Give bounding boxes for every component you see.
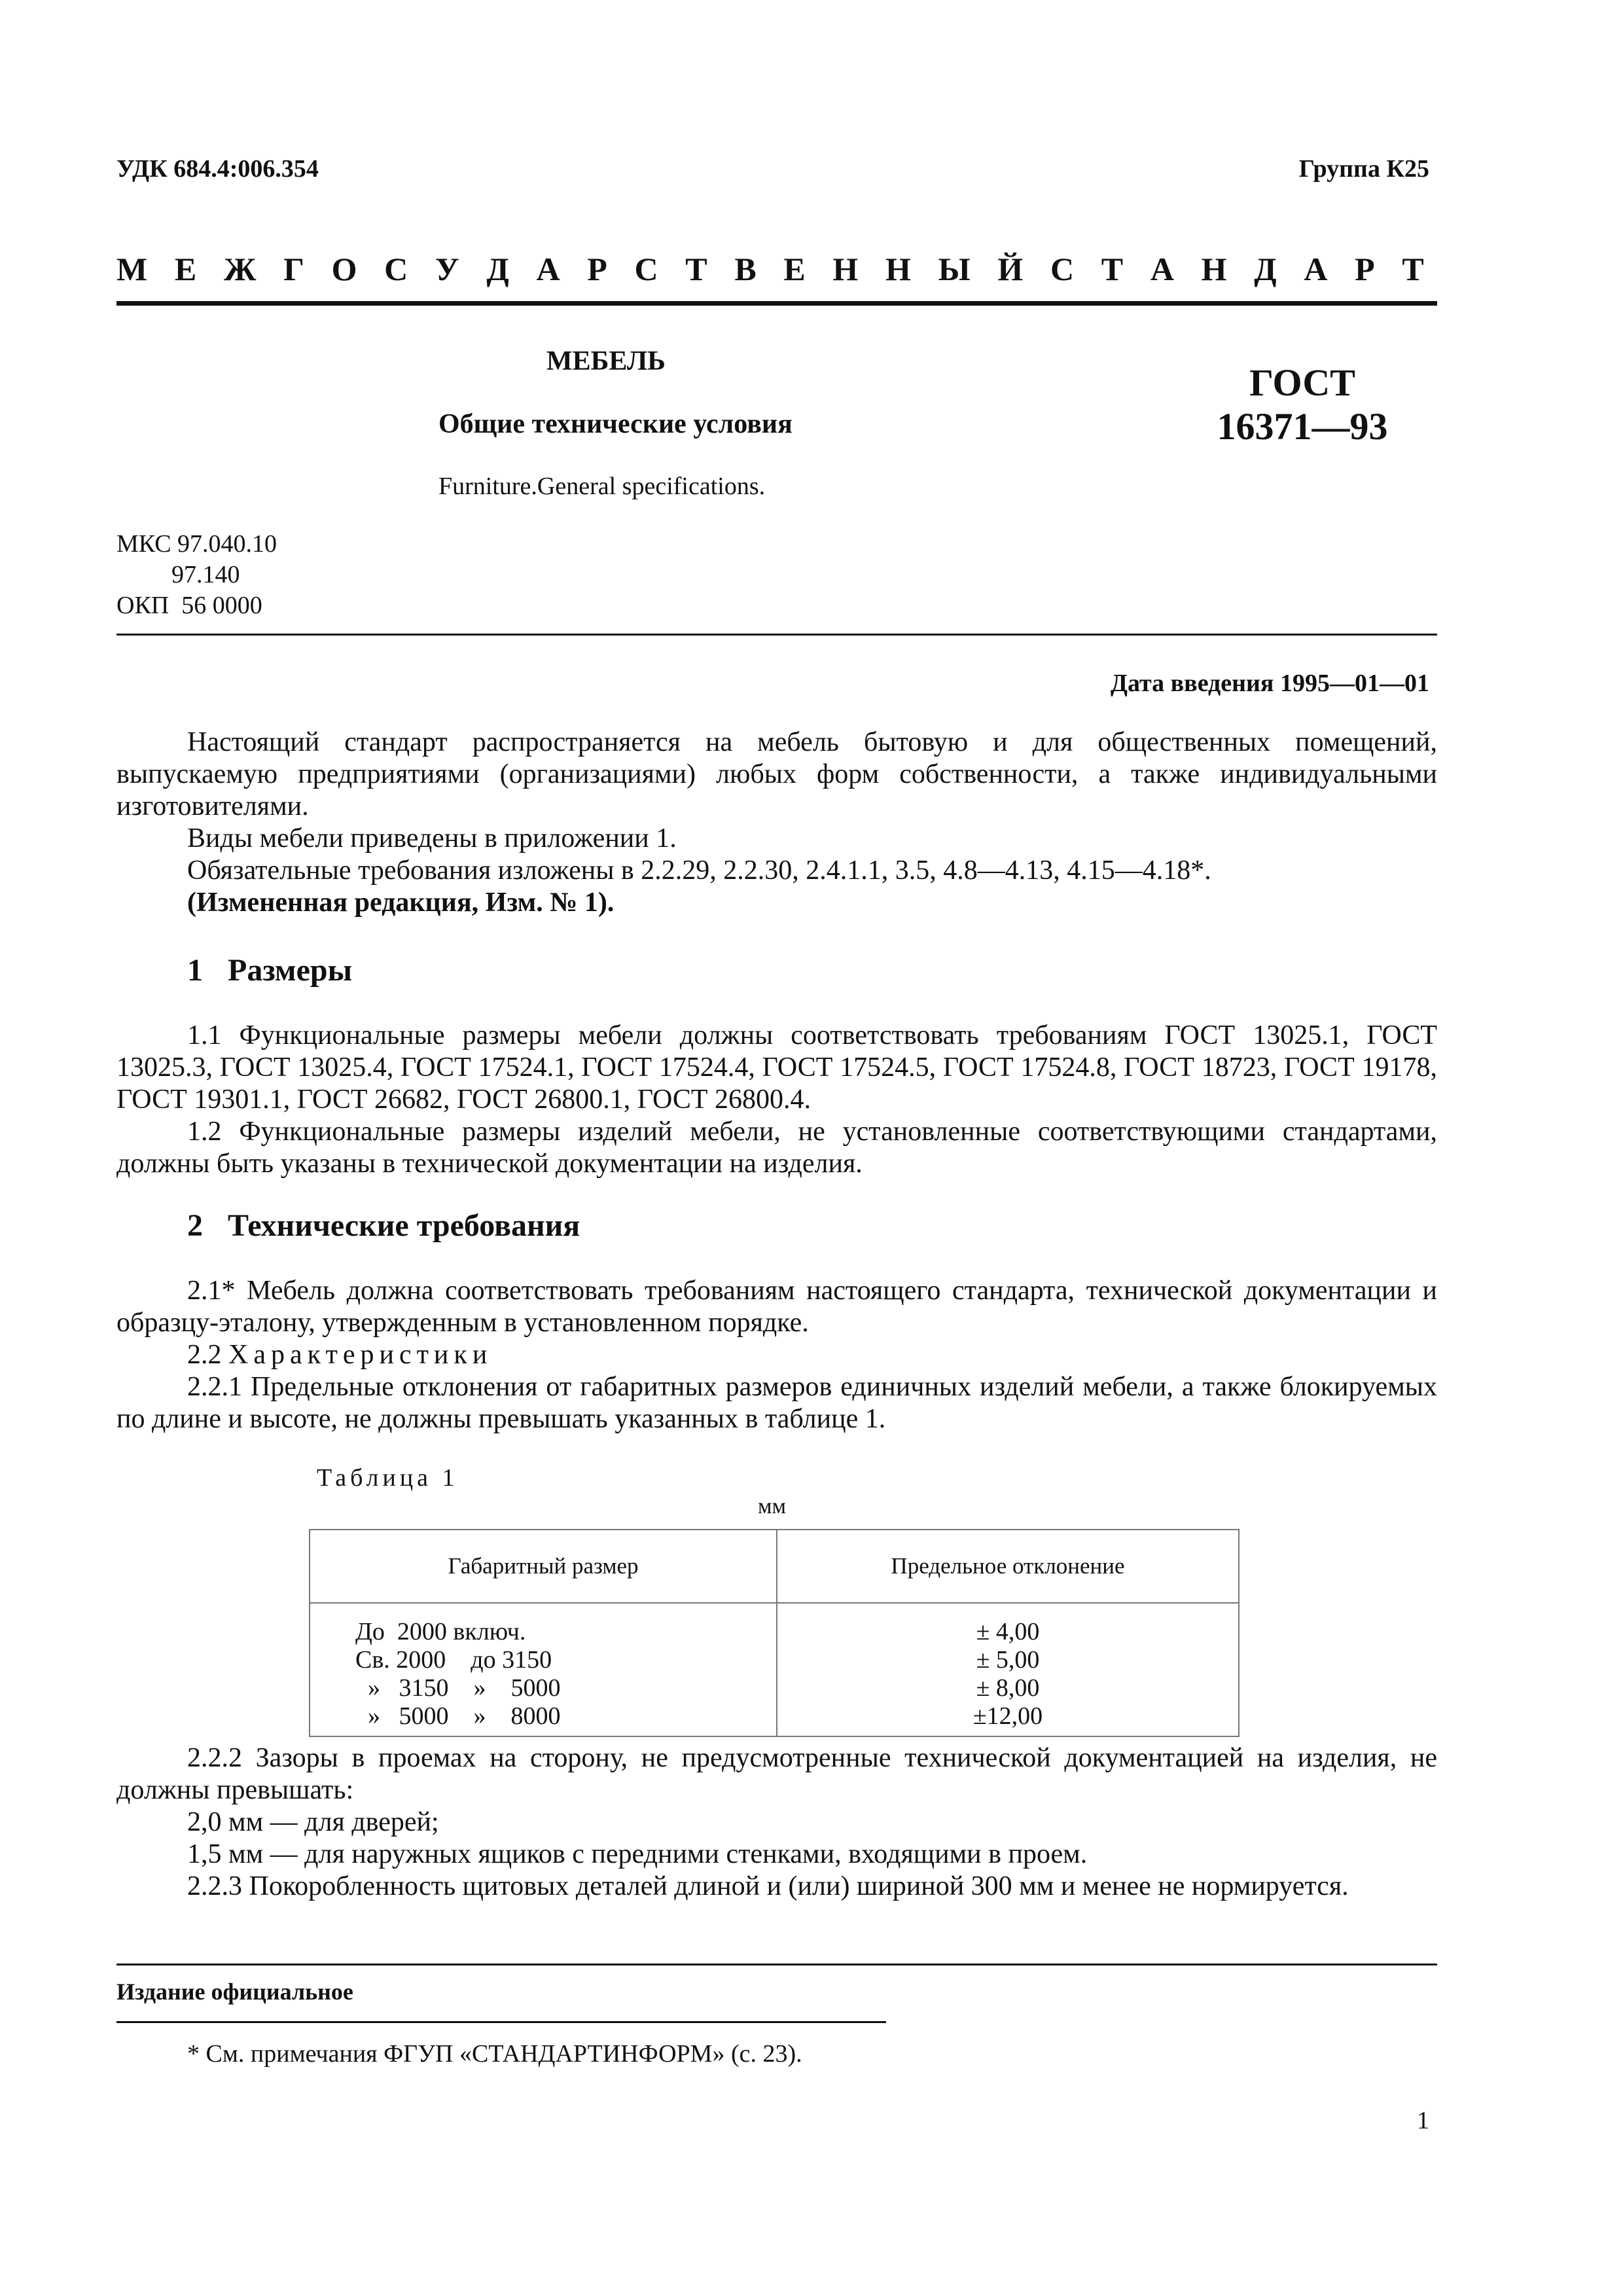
table-unit: мм: [758, 1494, 787, 1518]
section-heading-1: [187, 952, 352, 988]
intro-paragraph: Обязательные требования изложены в 2.2.29, 2.2.30, 2.4.1.1, 3.5, 4.8—4.13, 4.15—4.18*.: [187, 855, 1211, 886]
heading-letter: Н: [1201, 251, 1227, 287]
section-1-body: [116, 1020, 1437, 1180]
heading-letter: А: [536, 251, 560, 287]
english-title: Furniture.General specifications.: [438, 473, 766, 500]
section-2-body: [116, 1275, 1437, 1435]
effective-date: Дата введения 1995—01—01: [1110, 670, 1429, 697]
deviation-value: ± 4,00: [976, 1618, 1040, 1645]
section-title: Технические требования: [228, 1208, 580, 1243]
size-value: » 5000 » 8000: [355, 1702, 561, 1730]
heading-letter: Р: [1355, 251, 1375, 287]
table-header-row: [310, 1530, 1239, 1603]
size-value: » 3150 » 5000: [355, 1674, 561, 1702]
heading-letter: Т: [1402, 251, 1424, 287]
gost-designation: [1204, 361, 1400, 448]
heading-letter: Й: [997, 251, 1024, 287]
heading-letter: У: [435, 251, 459, 287]
okp-code: ОКП 56 0000: [116, 592, 262, 619]
gap-doors: 2,0 мм — для дверей;: [187, 1807, 439, 1837]
size-cell: [310, 1603, 777, 1736]
section-number: 1: [187, 953, 203, 988]
section-2-continued: [116, 1742, 1437, 1903]
deviation-cell: [777, 1603, 1239, 1736]
section-title: Размеры: [228, 953, 353, 988]
footnote-rule: [116, 2021, 886, 2023]
heading-letter: В: [734, 251, 757, 287]
heading-letter: Д: [1254, 251, 1277, 287]
column-header: Габаритный размер: [310, 1530, 777, 1603]
size-value: До 2000 включ.: [355, 1618, 526, 1645]
udk-code: УДК 684.4:006.354: [116, 155, 319, 183]
heading-letter: М: [116, 251, 148, 287]
deviation-value: ±12,00: [972, 1702, 1043, 1730]
heading-letter: Д: [486, 251, 509, 287]
document-title: МЕБЕЛЬ: [546, 346, 666, 376]
group-code: Группа К25: [1298, 155, 1429, 183]
heading-letter: С: [634, 251, 658, 287]
section-number: 2: [187, 1208, 203, 1243]
heading-letter: Е: [174, 251, 197, 287]
heading-letter: О: [331, 251, 357, 287]
clause-1-1: 1.1 Функциональные размеры мебели должны соответствовать требованиям ГОСТ 13025.1, ГОСТ 13025.3, ГОСТ 13025.4, ГОСТ 17524.1, ГОСТ 17524.4, ГОСТ 17524.5, ГОСТ 17524.8, ГОСТ 18723, ГОСТ 19178, ГОСТ 19301.1, ГОСТ 26682, ГОСТ 26800.1, ГОСТ 26800.4.: [116, 1020, 1437, 1115]
footnote: * См. примечания ФГУП «СТАНДАРТИНФОРМ» (с. 23).: [187, 2040, 802, 2068]
size-value: Св. 2000 до 3150: [355, 1646, 552, 1674]
heading-rule: [116, 301, 1437, 306]
gap-drawers: 1,5 мм — для наружных ящиков с передними стенками, входящими в проем.: [187, 1839, 1088, 1869]
deviation-value: ± 8,00: [976, 1674, 1040, 1702]
intro-block: [116, 726, 1437, 919]
heading-letter: Ж: [223, 251, 257, 287]
heading-letter: С: [384, 251, 408, 287]
clause-2-2-3: 2.2.3 Покоробленность щитовых деталей длиной и (или) шириной 300 мм и менее не нормируется.: [187, 1871, 1349, 1901]
clause-title: Характеристики: [228, 1340, 493, 1370]
clause-2-1: 2.1* Мебель должна соответствовать требованиям настоящего стандарта, технической документации и образцу-эталону, утвержденным в установленном порядке.: [116, 1276, 1437, 1338]
document-subtitle: Общие технические условия: [438, 409, 793, 439]
intro-paragraph: Виды мебели приведены в приложении 1.: [187, 823, 677, 853]
mks-code: МКС 97.040.10: [116, 530, 277, 558]
table-row: [310, 1603, 1239, 1736]
deviation-value: ± 5,00: [976, 1646, 1040, 1674]
footer-rule: [116, 1964, 1437, 1965]
heading-letter: Ы: [938, 251, 971, 287]
heading-letter: Т: [685, 251, 707, 287]
edition-label: Издание официальное: [116, 1979, 353, 2005]
page-number: 1: [1417, 2107, 1429, 2134]
section-heading-2: [187, 1208, 580, 1244]
gost-number: 16371—93: [1217, 404, 1388, 448]
heading-letter: Н: [885, 251, 911, 287]
heading-letter: Н: [832, 251, 859, 287]
heading-letter: Т: [1101, 251, 1124, 287]
classifier-rule: [116, 634, 1437, 636]
clause-number: 2.2: [187, 1340, 222, 1370]
clause-2-2-2: 2.2.2 Зазоры в проемах на сторону, не предусмотренные технической документацией на изделия, не должны превышать:: [116, 1743, 1437, 1805]
mks-code-2: 97.140: [171, 561, 240, 588]
column-header: Предельное отклонение: [777, 1530, 1239, 1603]
amendment-note: (Измененная редакция, Изм. № 1).: [187, 888, 615, 918]
heading-letter: Г: [283, 251, 304, 287]
clause-1-2: 1.2 Функциональные размеры изделий мебели, не установленные соответствующими стандартами, должны быть указаны в технической документации на изделия.: [116, 1117, 1437, 1179]
heading-letter: С: [1050, 251, 1075, 287]
intro-paragraph: Настоящий стандарт распространяется на мебель бытовую и для общественных помещений, выпускаемую предприятиями (организациями) любых форм собственности, а также индивидуальными изготовителями.: [116, 727, 1437, 821]
standard-type-heading: [116, 250, 1424, 288]
heading-letter: Р: [587, 251, 607, 287]
table-caption: Таблица 1: [317, 1464, 459, 1492]
heading-letter: А: [1150, 251, 1174, 287]
deviation-table: [309, 1529, 1240, 1737]
clause-2-2: [116, 1339, 1437, 1371]
clause-2-2-1: 2.2.1 Предельные отклонения от габаритных размеров единичных изделий мебели, а также блокируемых по длине и высоте, не должны превышать указанных в таблице 1.: [116, 1372, 1437, 1434]
heading-letter: А: [1304, 251, 1328, 287]
gost-label: ГОСТ: [1249, 361, 1355, 404]
heading-letter: Е: [783, 251, 806, 287]
